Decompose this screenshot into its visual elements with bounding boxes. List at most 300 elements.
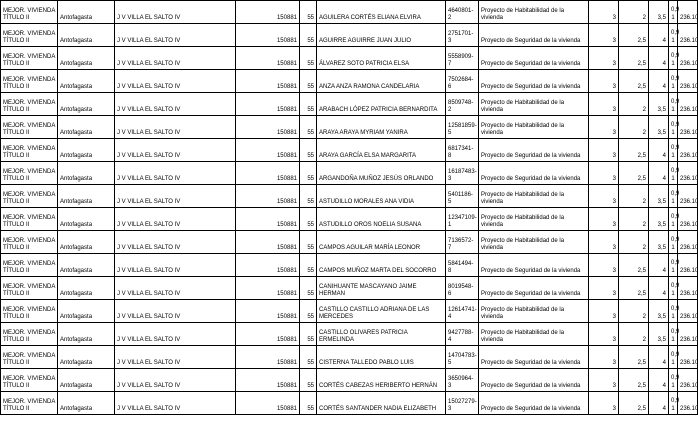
cell-n-text: 55 <box>307 313 314 320</box>
cell-b-text: 2,5 <box>637 83 646 90</box>
cell-b-text: 2,5 <box>637 382 646 389</box>
table-row <box>1 162 698 185</box>
cell-comuna-text: Antofagasta <box>60 106 93 113</box>
cell-comuna <box>58 277 115 300</box>
cell-c-text: 3,5 <box>657 129 666 136</box>
cell-c <box>649 70 669 93</box>
cell-e-text: 236.10 <box>680 313 698 320</box>
cell-proyecto-text: Proyecto de Habitabilidad de la vivienda <box>481 237 565 251</box>
cell-nombre-text: ARABACH LÓPEZ PATRICIA BERNARDITA <box>319 106 438 113</box>
cell-rut-text: 6817341-8 <box>448 145 474 159</box>
cell-b <box>619 254 649 277</box>
cell-comuna-text: Antofagasta <box>60 405 93 412</box>
cell-nombre-text: ASTUDILLO MORALES ANA VIDIA <box>319 198 415 205</box>
cell-grupo <box>115 93 236 116</box>
cell-codigo <box>236 346 300 369</box>
cell-codigo <box>236 392 300 415</box>
cell-rut-text: 15027279-3 <box>448 398 477 412</box>
cell-proyecto-text: Proyecto de Habitabilidad de la vivienda <box>481 306 565 320</box>
cell-e-text: 236.10 <box>680 244 698 251</box>
cell-proyecto <box>479 24 589 47</box>
cell-b <box>619 323 649 346</box>
cell-n-text: 55 <box>307 83 314 90</box>
cell-a <box>589 139 619 162</box>
cell-comuna <box>58 162 115 185</box>
cell-rut-text: 12347109-1 <box>448 214 477 228</box>
cell-n <box>300 277 317 300</box>
cell-grupo-text: J V VILLA EL SALTO IV <box>117 405 181 412</box>
cell-programa-text: MEJOR. VIVIENDA TÍTULO II <box>3 283 56 297</box>
cell-b-text: 2,5 <box>637 359 646 366</box>
cell-d-text: 0,9 1 <box>671 30 680 44</box>
cell-grupo-text: J V VILLA EL SALTO IV <box>117 83 181 90</box>
cell-programa-text: MEJOR. VIVIENDA TÍTULO II <box>3 53 56 67</box>
cell-e-text: 236.10 <box>680 221 698 228</box>
cell-programa-text: MEJOR. VIVIENDA TÍTULO II <box>3 398 56 412</box>
cell-proyecto-text: Proyecto de Seguridad de la vivienda <box>481 37 581 44</box>
cell-codigo <box>236 323 300 346</box>
cell-comuna <box>58 93 115 116</box>
cell-comuna <box>58 208 115 231</box>
cell-codigo-text: 150881 <box>276 221 297 228</box>
cell-rut-text: 12614741-4 <box>448 306 477 320</box>
cell-nombre <box>317 1 446 24</box>
cell-rut-text: 9427788-4 <box>448 329 474 343</box>
cell-comuna <box>58 185 115 208</box>
cell-n <box>300 392 317 415</box>
cell-b <box>619 1 649 24</box>
cell-grupo <box>115 185 236 208</box>
cell-c <box>649 1 669 24</box>
cell-proyecto <box>479 70 589 93</box>
cell-programa <box>1 277 58 300</box>
cell-a-text: 3 <box>612 83 616 90</box>
cell-comuna <box>58 139 115 162</box>
cell-proyecto-text: Proyecto de Habitabilidad de la vivienda <box>481 122 565 136</box>
cell-proyecto-text: Proyecto de Seguridad de la vivienda <box>481 405 581 412</box>
cell-rut <box>446 47 479 70</box>
cell-e <box>678 323 698 346</box>
cell-rut <box>446 116 479 139</box>
cell-proyecto-text: Proyecto de Habitabilidad de la vivienda <box>481 99 565 113</box>
cell-d-text: 0,9 1 <box>671 237 680 251</box>
table-row <box>1 47 698 70</box>
cell-programa <box>1 208 58 231</box>
cell-n <box>300 24 317 47</box>
cell-b-text: 2 <box>642 336 646 343</box>
cell-n-text: 55 <box>307 221 314 228</box>
cell-a <box>589 185 619 208</box>
cell-programa <box>1 47 58 70</box>
cell-comuna <box>58 346 115 369</box>
cell-nombre-text: AGUILERA CORTÉS ELIANA ELVIRA <box>319 14 421 21</box>
cell-b <box>619 47 649 70</box>
cell-e <box>678 231 698 254</box>
table-row <box>1 116 698 139</box>
cell-comuna-text: Antofagasta <box>60 359 93 366</box>
cell-n-text: 55 <box>307 60 314 67</box>
cell-d <box>669 300 678 323</box>
cell-programa-text: MEJOR. VIVIENDA TÍTULO II <box>3 168 56 182</box>
cell-a-text: 3 <box>612 175 616 182</box>
cell-rut <box>446 369 479 392</box>
cell-nombre <box>317 24 446 47</box>
cell-c-text: 3,5 <box>657 198 666 205</box>
cell-rut-text: 8019548-6 <box>448 283 474 297</box>
cell-d <box>669 369 678 392</box>
cell-programa <box>1 24 58 47</box>
cell-programa-text: MEJOR. VIVIENDA TÍTULO II <box>3 352 56 366</box>
cell-rut <box>446 70 479 93</box>
cell-nombre-text: CORTÉS CABEZAS HERIBERTO HERNÁN <box>319 382 438 389</box>
cell-n-text: 55 <box>307 106 314 113</box>
cell-rut <box>446 185 479 208</box>
cell-b <box>619 392 649 415</box>
cell-d <box>669 346 678 369</box>
cell-c-text: 4 <box>662 359 666 366</box>
cell-proyecto-text: Proyecto de Habitabilidad de la vivienda <box>481 191 565 205</box>
cell-rut-text: 5401186-5 <box>448 191 473 205</box>
cell-programa <box>1 162 58 185</box>
cell-codigo <box>236 300 300 323</box>
cell-b <box>619 208 649 231</box>
cell-c-text: 4 <box>662 267 666 274</box>
cell-grupo <box>115 1 236 24</box>
cell-c-text: 4 <box>662 60 666 67</box>
cell-b <box>619 70 649 93</box>
cell-a-text: 3 <box>612 290 616 297</box>
cell-nombre <box>317 277 446 300</box>
cell-nombre-text: ANZA ANZA RAMONA CANDELARIA <box>319 83 420 90</box>
cell-d-text: 0,9 1 <box>671 191 680 205</box>
cell-c <box>649 24 669 47</box>
cell-codigo-text: 150881 <box>276 244 297 251</box>
cell-b-text: 2,5 <box>637 290 646 297</box>
cell-comuna-text: Antofagasta <box>60 129 93 136</box>
cell-programa-text: MEJOR. VIVIENDA TÍTULO II <box>3 375 56 389</box>
cell-comuna <box>58 24 115 47</box>
cell-e-text: 236.10 <box>680 382 698 389</box>
cell-d-text: 0,9 1 <box>671 7 680 21</box>
cell-codigo <box>236 116 300 139</box>
cell-codigo <box>236 254 300 277</box>
cell-codigo <box>236 70 300 93</box>
cell-comuna <box>58 70 115 93</box>
cell-n <box>300 1 317 24</box>
cell-nombre <box>317 47 446 70</box>
cell-proyecto <box>479 254 589 277</box>
cell-nombre <box>317 93 446 116</box>
cell-e-text: 236.10 <box>680 37 698 44</box>
cell-nombre-text: CASTILLO CASTILLO ADRIANA DE LAS MERCEDES <box>319 306 430 320</box>
cell-c <box>649 208 669 231</box>
cell-rut-text: 5841494-8 <box>448 260 474 274</box>
cell-codigo-text: 150881 <box>276 405 297 412</box>
cell-n <box>300 254 317 277</box>
cell-e-text: 236.10 <box>680 60 698 67</box>
cell-proyecto <box>479 208 589 231</box>
cell-nombre-text: CAMPOS MUÑOZ MARTA DEL SOCORRO <box>319 267 437 274</box>
cell-rut-text: 12581859-5 <box>448 122 477 136</box>
cell-programa <box>1 139 58 162</box>
cell-proyecto <box>479 47 589 70</box>
cell-b-text: 2,5 <box>637 152 646 159</box>
cell-programa-text: MEJOR. VIVIENDA TÍTULO II <box>3 260 56 274</box>
cell-comuna <box>58 369 115 392</box>
cell-a <box>589 1 619 24</box>
cell-codigo <box>236 162 300 185</box>
cell-a-text: 3 <box>612 267 616 274</box>
cell-programa <box>1 1 58 24</box>
cell-e-text: 236.10 <box>680 83 698 90</box>
cell-comuna <box>58 1 115 24</box>
cell-nombre <box>317 116 446 139</box>
cell-d <box>669 254 678 277</box>
cell-a-text: 3 <box>612 152 616 159</box>
cell-comuna <box>58 116 115 139</box>
cell-rut-text: 14704783-5 <box>448 352 477 366</box>
cell-e-text: 236.10 <box>680 129 698 136</box>
cell-b <box>619 346 649 369</box>
cell-codigo <box>236 1 300 24</box>
cell-e-text: 236.10 <box>680 290 698 297</box>
cell-programa-text: MEJOR. VIVIENDA TÍTULO II <box>3 306 56 320</box>
cell-comuna-text: Antofagasta <box>60 175 93 182</box>
cell-n-text: 55 <box>307 405 314 412</box>
cell-proyecto <box>479 323 589 346</box>
cell-e-text: 236.10 <box>680 152 698 159</box>
cell-a-text: 3 <box>612 37 616 44</box>
table-body <box>1 1 698 415</box>
cell-programa-text: MEJOR. VIVIENDA TÍTULO II <box>3 237 56 251</box>
cell-a <box>589 162 619 185</box>
cell-codigo-text: 150881 <box>276 83 297 90</box>
cell-c-text: 3,5 <box>657 336 666 343</box>
cell-e <box>678 392 698 415</box>
cell-rut <box>446 392 479 415</box>
cell-codigo-text: 150881 <box>276 60 297 67</box>
cell-programa-text: MEJOR. VIVIENDA TÍTULO II <box>3 145 56 159</box>
table-row <box>1 300 698 323</box>
cell-proyecto-text: Proyecto de Seguridad de la vivienda <box>481 267 581 274</box>
cell-comuna-text: Antofagasta <box>60 83 93 90</box>
cell-nombre-text: ARAYA GARCÍA ELSA MARGARITA <box>319 152 417 159</box>
cell-codigo-text: 150881 <box>276 14 297 21</box>
cell-grupo <box>115 277 236 300</box>
cell-d <box>669 139 678 162</box>
cell-n-text: 55 <box>307 37 314 44</box>
cell-codigo-text: 150881 <box>276 106 297 113</box>
cell-proyecto <box>479 116 589 139</box>
cell-b-text: 2 <box>642 106 646 113</box>
cell-c <box>649 277 669 300</box>
cell-proyecto <box>479 139 589 162</box>
cell-e <box>678 369 698 392</box>
cell-nombre-text: ARAYA ARAYA MYRIAM YANIRA <box>319 129 408 136</box>
cell-nombre <box>317 208 446 231</box>
cell-e <box>678 254 698 277</box>
cell-codigo-text: 150881 <box>276 267 297 274</box>
cell-nombre <box>317 300 446 323</box>
cell-a <box>589 369 619 392</box>
table-row <box>1 208 698 231</box>
cell-rut <box>446 162 479 185</box>
cell-n <box>300 323 317 346</box>
cell-d-text: 0,9 1 <box>671 398 680 412</box>
cell-rut <box>446 277 479 300</box>
cell-proyecto <box>479 277 589 300</box>
cell-d <box>669 70 678 93</box>
cell-a <box>589 346 619 369</box>
cell-comuna <box>58 231 115 254</box>
cell-nombre-text: ÁLVAREZ SOTO PATRICIA ELSA <box>319 60 410 67</box>
cell-grupo-text: J V VILLA EL SALTO IV <box>117 37 181 44</box>
cell-proyecto <box>479 162 589 185</box>
cell-grupo-text: J V VILLA EL SALTO IV <box>117 221 181 228</box>
cell-rut <box>446 254 479 277</box>
cell-comuna <box>58 254 115 277</box>
cell-d <box>669 185 678 208</box>
table-row <box>1 70 698 93</box>
cell-programa-text: MEJOR. VIVIENDA TÍTULO II <box>3 214 56 228</box>
cell-rut <box>446 139 479 162</box>
cell-c <box>649 300 669 323</box>
cell-grupo <box>115 392 236 415</box>
cell-d-text: 0,9 1 <box>671 122 680 136</box>
cell-proyecto <box>479 1 589 24</box>
cell-programa-text: MEJOR. VIVIENDA TÍTULO II <box>3 76 56 90</box>
cell-e <box>678 139 698 162</box>
cell-a-text: 3 <box>612 405 616 412</box>
cell-d-text: 0,9 1 <box>671 168 680 182</box>
cell-b <box>619 116 649 139</box>
cell-e <box>678 70 698 93</box>
cell-nombre-text: CAMPOS AGUILAR MARÍA LEONOR <box>319 244 421 251</box>
cell-comuna-text: Antofagasta <box>60 198 93 205</box>
cell-d <box>669 162 678 185</box>
cell-grupo-text: J V VILLA EL SALTO IV <box>117 290 181 297</box>
cell-grupo <box>115 70 236 93</box>
table-row <box>1 277 698 300</box>
cell-c-text: 4 <box>662 175 666 182</box>
cell-a-text: 3 <box>612 129 616 136</box>
cell-grupo-text: J V VILLA EL SALTO IV <box>117 152 181 159</box>
cell-programa-text: MEJOR. VIVIENDA TÍTULO II <box>3 329 56 343</box>
cell-proyecto-text: Proyecto de Habitabilidad de la vivienda <box>481 214 565 228</box>
cell-programa <box>1 300 58 323</box>
cell-programa-text: MEJOR. VIVIENDA TÍTULO II <box>3 99 56 113</box>
cell-a-text: 3 <box>612 382 616 389</box>
cell-a <box>589 277 619 300</box>
cell-codigo-text: 150881 <box>276 290 297 297</box>
cell-codigo <box>236 231 300 254</box>
cell-d <box>669 208 678 231</box>
cell-nombre <box>317 70 446 93</box>
cell-n <box>300 47 317 70</box>
cell-d-text: 0,9 1 <box>671 375 680 389</box>
cell-n <box>300 185 317 208</box>
cell-a-text: 3 <box>612 313 616 320</box>
cell-nombre-text: CANIHUANTE MASCAYANO JAIME HERMAN <box>319 283 417 297</box>
cell-grupo <box>115 346 236 369</box>
cell-d <box>669 47 678 70</box>
cell-a <box>589 47 619 70</box>
cell-programa <box>1 185 58 208</box>
cell-c-text: 3,5 <box>657 244 666 251</box>
cell-a-text: 3 <box>612 221 616 228</box>
cell-programa <box>1 116 58 139</box>
cell-a <box>589 70 619 93</box>
cell-e <box>678 346 698 369</box>
cell-c <box>649 116 669 139</box>
cell-b <box>619 277 649 300</box>
cell-grupo-text: J V VILLA EL SALTO IV <box>117 198 181 205</box>
cell-grupo <box>115 47 236 70</box>
table-row <box>1 231 698 254</box>
cell-e <box>678 208 698 231</box>
cell-comuna-text: Antofagasta <box>60 336 93 343</box>
cell-b-text: 2,5 <box>637 175 646 182</box>
cell-programa-text: MEJOR. VIVIENDA TÍTULO II <box>3 30 56 44</box>
cell-programa <box>1 346 58 369</box>
cell-n-text: 55 <box>307 336 314 343</box>
cell-c <box>649 323 669 346</box>
cell-nombre-text: ARGANDOÑA MUÑOZ JESÚS ORLANDO <box>319 175 434 182</box>
cell-c <box>649 392 669 415</box>
cell-d-text: 0,9 1 <box>671 329 680 343</box>
cell-proyecto <box>479 185 589 208</box>
table-row <box>1 24 698 47</box>
cell-d <box>669 93 678 116</box>
cell-comuna <box>58 47 115 70</box>
cell-n <box>300 346 317 369</box>
cell-proyecto-text: Proyecto de Seguridad de la vivienda <box>481 290 581 297</box>
cell-a-text: 3 <box>612 244 616 251</box>
cell-programa <box>1 70 58 93</box>
table-row <box>1 254 698 277</box>
cell-nombre <box>317 162 446 185</box>
cell-n <box>300 231 317 254</box>
cell-a-text: 3 <box>612 60 616 67</box>
cell-a <box>589 208 619 231</box>
cell-comuna <box>58 392 115 415</box>
cell-comuna-text: Antofagasta <box>60 37 93 44</box>
cell-c-text: 3,5 <box>657 313 666 320</box>
cell-rut-text: 4640801-2 <box>448 7 474 21</box>
cell-c <box>649 369 669 392</box>
cell-c-text: 4 <box>662 405 666 412</box>
cell-proyecto-text: Proyecto de Seguridad de la vivienda <box>481 175 581 182</box>
cell-e <box>678 116 698 139</box>
cell-grupo-text: J V VILLA EL SALTO IV <box>117 313 181 320</box>
cell-rut <box>446 1 479 24</box>
cell-codigo-text: 150881 <box>276 37 297 44</box>
cell-d-text: 0,9 1 <box>671 352 680 366</box>
cell-b-text: 2 <box>642 221 646 228</box>
cell-codigo-text: 150881 <box>276 152 297 159</box>
cell-a <box>589 231 619 254</box>
cell-rut <box>446 346 479 369</box>
cell-comuna-text: Antofagasta <box>60 313 93 320</box>
cell-n <box>300 162 317 185</box>
cell-d <box>669 392 678 415</box>
cell-nombre <box>317 185 446 208</box>
cell-e <box>678 24 698 47</box>
cell-b-text: 2,5 <box>637 60 646 67</box>
cell-nombre <box>317 254 446 277</box>
cell-programa-text: MEJOR. VIVIENDA TÍTULO II <box>3 191 56 205</box>
cell-grupo-text: J V VILLA EL SALTO IV <box>117 359 181 366</box>
